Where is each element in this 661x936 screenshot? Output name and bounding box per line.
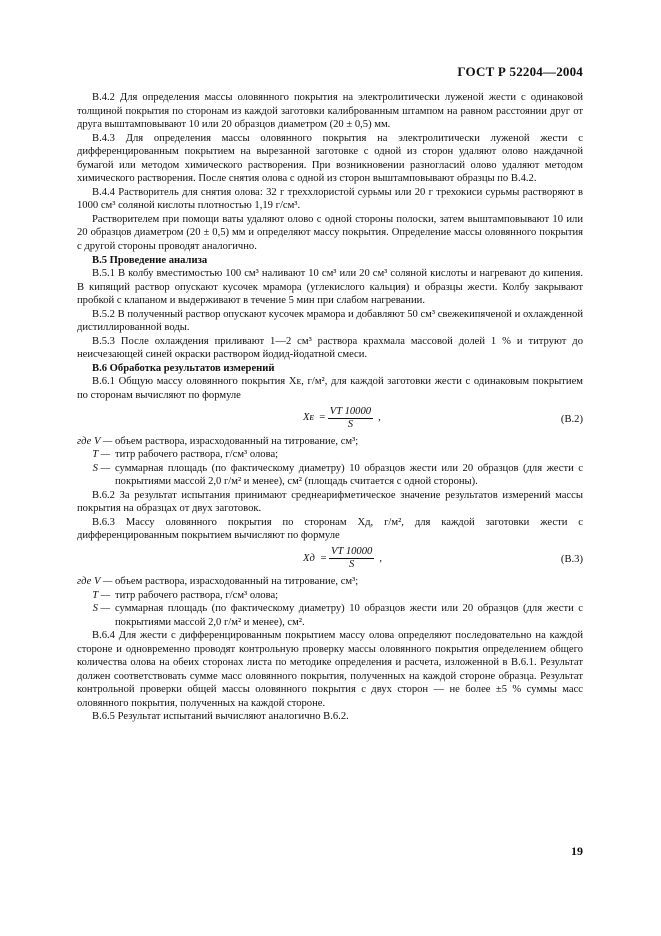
formula-b2-fraction	[328, 406, 373, 431]
formula-b2	[77, 406, 583, 432]
document-body	[77, 91, 583, 724]
formula-b3-denominator: S	[349, 558, 355, 570]
paragraph-b42: B.4.2 Для определения массы оловянного покрытия на электролитически луженой жести с одинаковой толщиной покрытия по сторонам из каждой заготовки калиброванным штампом на равном расстоянии друг от друга выштамповывают 10 или 20 образцов диаметром (20 ± 0,5) мм.	[77, 92, 583, 131]
legend-text: суммарная площадь (по фактическому диаметру) 10 образцов жести или 20 образцов (для жести с покрытиями массой 2,0 г/м² и менее), см² (площадь считается с одной стороны).	[115, 462, 583, 488]
formula-b3-fraction	[329, 546, 374, 571]
legend-t-b3	[77, 589, 583, 603]
paragraph-b52: B.5.2 В полученный раствор опускают кусочек мрамора и добавляют 50 см³ свежекипяченой и охлажденной дистиллированной воды.	[77, 308, 583, 334]
legend-text: объем раствора, израсходованный на титрование, см³;	[115, 435, 359, 447]
legend-text: объем раствора, израсходованный на титрование, см³;	[115, 575, 359, 587]
legend-text: титр рабочего раствора, г/см³ олова;	[115, 449, 279, 461]
standard-number: ГОСТ Р 52204—2004	[457, 64, 583, 79]
paragraph-b44-cont: Растворителем при помощи ваты удаляют олово с одной стороны полоски, затем выштамповывают 10 или 20 образцов диаметром (20 ± 0,5) мм и определяют массу покрытия. Определение массы оловянного покрытия с другой стороны проводят аналогично.	[77, 213, 583, 253]
page-number: 19	[571, 844, 583, 858]
paragraph-b63: B.6.3 Массу оловянного покрытия по сторонам Xд, г/м², для каждой заготовки жести с дифференцированным покрытием вычисляют по формуле	[77, 516, 583, 542]
legend-t-b2	[77, 448, 583, 462]
formula-b3-equals: =	[319, 552, 327, 564]
legend-symbol: T —	[92, 449, 110, 461]
legend-text: титр рабочего раствора, г/см³ олова;	[115, 589, 279, 601]
legend-s-b2	[77, 462, 583, 489]
formula-b2-lhs: Xᴇ	[303, 412, 314, 424]
section-heading-b6: B.6 Обработка результатов измерений	[92, 362, 275, 374]
paragraph-b44: B.4.4 Растворитель для снятия олова: 32 г треххлористой сурьмы или 20 г трехокиси сурьмы растворяют в 1000 см³ соляной кислоты плотностью 1,19 г/см³.	[77, 186, 583, 212]
paragraph-b64: B.6.4 Для жести с дифференцированным покрытием массу олова определяют последовательно на каждой стороне и одновременно проводят контрольную проверку массы оловянного покрытия определением общего количества олова на обеих сторонах листа по методике определения и расчета, изложенной в B.6.1. Результат должен соответствовать сумме масс оловянного покрытия, полученных на каждой стороне образца. Результат контрольной проверки общей массы оловянного покрытия с двух сторон — не более ±5 % суммы масс оловянного покрытия, полученных на каждой стороне.	[77, 630, 583, 709]
formula-b3-lhs: Xд	[303, 552, 315, 564]
formula-b2-comma: ,	[378, 412, 381, 424]
legend-text: суммарная площадь (по фактическому диаметру) 10 образцов жести или 20 образцов (для жести с покрытиями массой 2,0 г/м² и менее), см².	[115, 603, 583, 628]
section-heading-b5: B.5 Проведение анализа	[92, 254, 208, 266]
legend-symbol: T —	[92, 589, 110, 601]
paragraph-b61: B.6.1 Общую массу оловянного покрытия Xᴇ, г/м², для каждой заготовки жести с одинаковым покрытием по сторонам вычисляют по формуле	[77, 376, 583, 402]
formula-b2-equals: =	[318, 412, 326, 424]
paragraph-b51: B.5.1 В колбу вместимостью 100 см³ наливают 10 см³ или 20 см³ соляной кислоты и нагревают до кипения. В кипящий раствор опускают кусочек мрамора (углекислого кальция) и образцы жести. Колбу закрывают пробкой с клапаном и выдерживают в течение 5 мин при слабом нагревании.	[77, 268, 583, 307]
legend-symbol: S —	[92, 603, 110, 615]
paragraph-b65: B.6.5 Результат испытаний вычисляют аналогично B.6.2.	[92, 711, 349, 723]
formula-b3-number: (B.3)	[560, 553, 583, 565]
formula-b2-numerator: VT 10000	[329, 405, 372, 417]
legend-symbol: S —	[92, 462, 110, 474]
legend-v-b3	[77, 575, 583, 589]
legend-symbol: где V —	[77, 435, 113, 447]
formula-b3-comma: ,	[379, 552, 382, 564]
legend-symbol: где V —	[77, 575, 113, 587]
paragraph-b53: B.5.3 После охлаждения приливают 1—2 см³ раствора крахмала массовой долей 1 % и титруют до неисчезающей синей окраски раствором йодид-йодатной смеси.	[77, 335, 583, 361]
paragraph-b62: B.6.2 За результат испытания принимают среднеарифметическое значение результатов измерений массы покрытия на образцах от двух заготовок.	[77, 489, 583, 515]
formula-b2-denominator: S	[347, 418, 354, 430]
formula-b3-numerator: VT 10000	[331, 545, 373, 557]
legend-s-b3	[77, 602, 583, 629]
formula-b2-number: (B.2)	[560, 413, 583, 425]
formula-b3	[77, 546, 583, 572]
legend-v-b2	[77, 435, 583, 449]
paragraph-b43: B.4.3 Для определения массы оловянного покрытия на электролитически луженой жести с дифференцированным покрытием на вырезанной заготовке с одной из сторон удаляют олово наждачной бумагой или методом химического растворения. При возникновении разногласий олово удаляют методом химического растворения. После снятия олова с одной из сторон выштамповывают образцы по B.4.2.	[77, 132, 583, 185]
